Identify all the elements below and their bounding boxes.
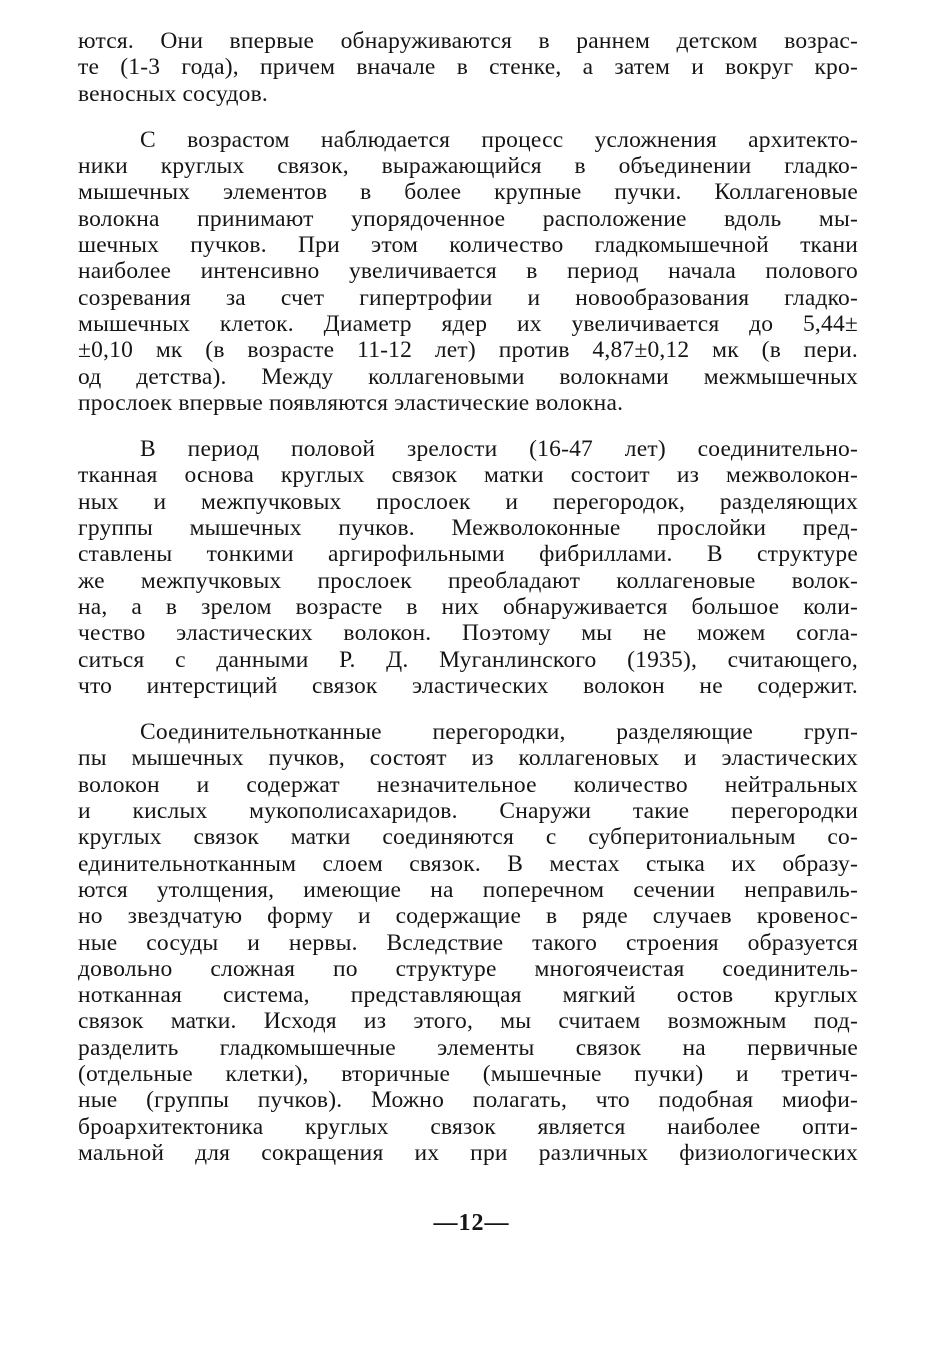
text-line: ники круглых связок, выражающийся в объединении гладко- bbox=[78, 153, 858, 180]
text-line: ситься с данными Р. Д. Муганлинского (1935), считающего, bbox=[78, 646, 858, 673]
text-line: группы мышечных пучков. Межволоконные прослойки пред- bbox=[78, 515, 858, 542]
text-line: связок матки. Исходя из этого, мы считаем возможным под- bbox=[78, 1008, 858, 1035]
text-line: С возрастом наблюдается процесс усложнения архитекто- bbox=[140, 126, 858, 153]
text-line: Соединительнотканные перегородки, разделяющие груп- bbox=[140, 719, 858, 746]
text-line: но звездчатую форму и содержащие в ряде случаев кровенос- bbox=[78, 903, 858, 930]
text-line: и кислых мукополисахаридов. Снаружи такие перегородки bbox=[78, 798, 858, 825]
text-line: ные (группы пучков). Можно полагать, что подобная миофи- bbox=[78, 1087, 858, 1114]
paragraph-4 bbox=[78, 719, 858, 1166]
text-line: ных и межпучковых прослоек и перегородок, разделяющих bbox=[78, 488, 858, 515]
paragraph-1 bbox=[78, 28, 858, 107]
text-line: довольно сложная по структуре многоячеистая соединитель- bbox=[78, 955, 858, 982]
text-line: шечных пучков. При этом количество гладкомышечной ткани bbox=[78, 232, 858, 259]
text-line: ±0,10 мк (в возрасте 11-12 лет) против 4,87±0,12 мк (в пери. bbox=[78, 337, 858, 364]
text-line: волокна принимают упорядоченное расположение вдоль мы- bbox=[78, 205, 858, 232]
text-line: круглых связок матки соединяются с субперитониальным со- bbox=[78, 824, 858, 851]
text-line: волокон и содержат незначительное количество нейтральных bbox=[78, 771, 858, 798]
text-line: броархитектоника круглых связок является наиболее опти- bbox=[78, 1113, 858, 1140]
text-line: чество эластических волокон. Поэтому мы не можем согла- bbox=[78, 620, 858, 647]
text-line: пы мышечных пучков, состоят из коллагеновых и эластических bbox=[78, 745, 858, 772]
text-line: прослоек впервые появляются эластические волокна. bbox=[78, 389, 624, 416]
text-line: мышечных клеток. Диаметр ядер их увеличивается до 5,44± bbox=[78, 310, 858, 337]
text-line: наиболее интенсивно увеличивается в период начала полового bbox=[78, 258, 858, 285]
text-line: од детства). Между коллагеновыми волокнами межмышечных bbox=[78, 363, 858, 390]
text-line: ставлены тонкими аргирофильными фибриллами. В структуре bbox=[78, 541, 858, 568]
paragraph-2 bbox=[78, 127, 858, 416]
text-line: единительнотканным слоем связок. В местах стыка их образу- bbox=[78, 850, 858, 877]
page-number: —12— bbox=[433, 1210, 510, 1236]
paragraph-3 bbox=[78, 436, 858, 699]
text-line: те (1-3 года), причем вначале в стенке, а затем и вокруг кро- bbox=[78, 54, 858, 81]
text-line: ются. Они впервые обнаруживаются в раннем детском возрас- bbox=[78, 28, 858, 54]
text-line: на, а в зрелом возрасте в них обнаруживается большое коли- bbox=[78, 593, 858, 620]
text-line: созревания за счет гипертрофии и новообразования гладко- bbox=[78, 284, 858, 311]
text-line: мальной для сокращения их при различных физиологических bbox=[78, 1139, 858, 1166]
text-line: нотканная система, представляющая мягкий остов круглых bbox=[78, 982, 858, 1009]
text-line: что интерстиций связок эластических волокон не содержит. bbox=[78, 672, 858, 699]
text-line: разделить гладкомышечные элементы связок на первичные bbox=[78, 1034, 858, 1061]
text-line: же межпучковых прослоек преобладают коллагеновые волок- bbox=[78, 567, 858, 594]
text-line: мышечных элементов в более крупные пучки. Коллагеновые bbox=[78, 179, 858, 206]
text-line: (отдельные клетки), вторичные (мышечные пучки) и третич- bbox=[78, 1060, 858, 1087]
text-line: ные сосуды и нервы. Вследствие такого строения образуется bbox=[78, 929, 858, 956]
text-line: ются утолщения, имеющие на поперечном сечении неправиль- bbox=[78, 876, 858, 903]
text-line: В период половой зрелости (16-47 лет) соединительно- bbox=[140, 436, 858, 463]
text-line: веносных сосудов. bbox=[78, 80, 268, 107]
text-line: тканная основа круглых связок матки состоит из межволокон- bbox=[78, 462, 858, 489]
page-body bbox=[78, 28, 858, 1166]
